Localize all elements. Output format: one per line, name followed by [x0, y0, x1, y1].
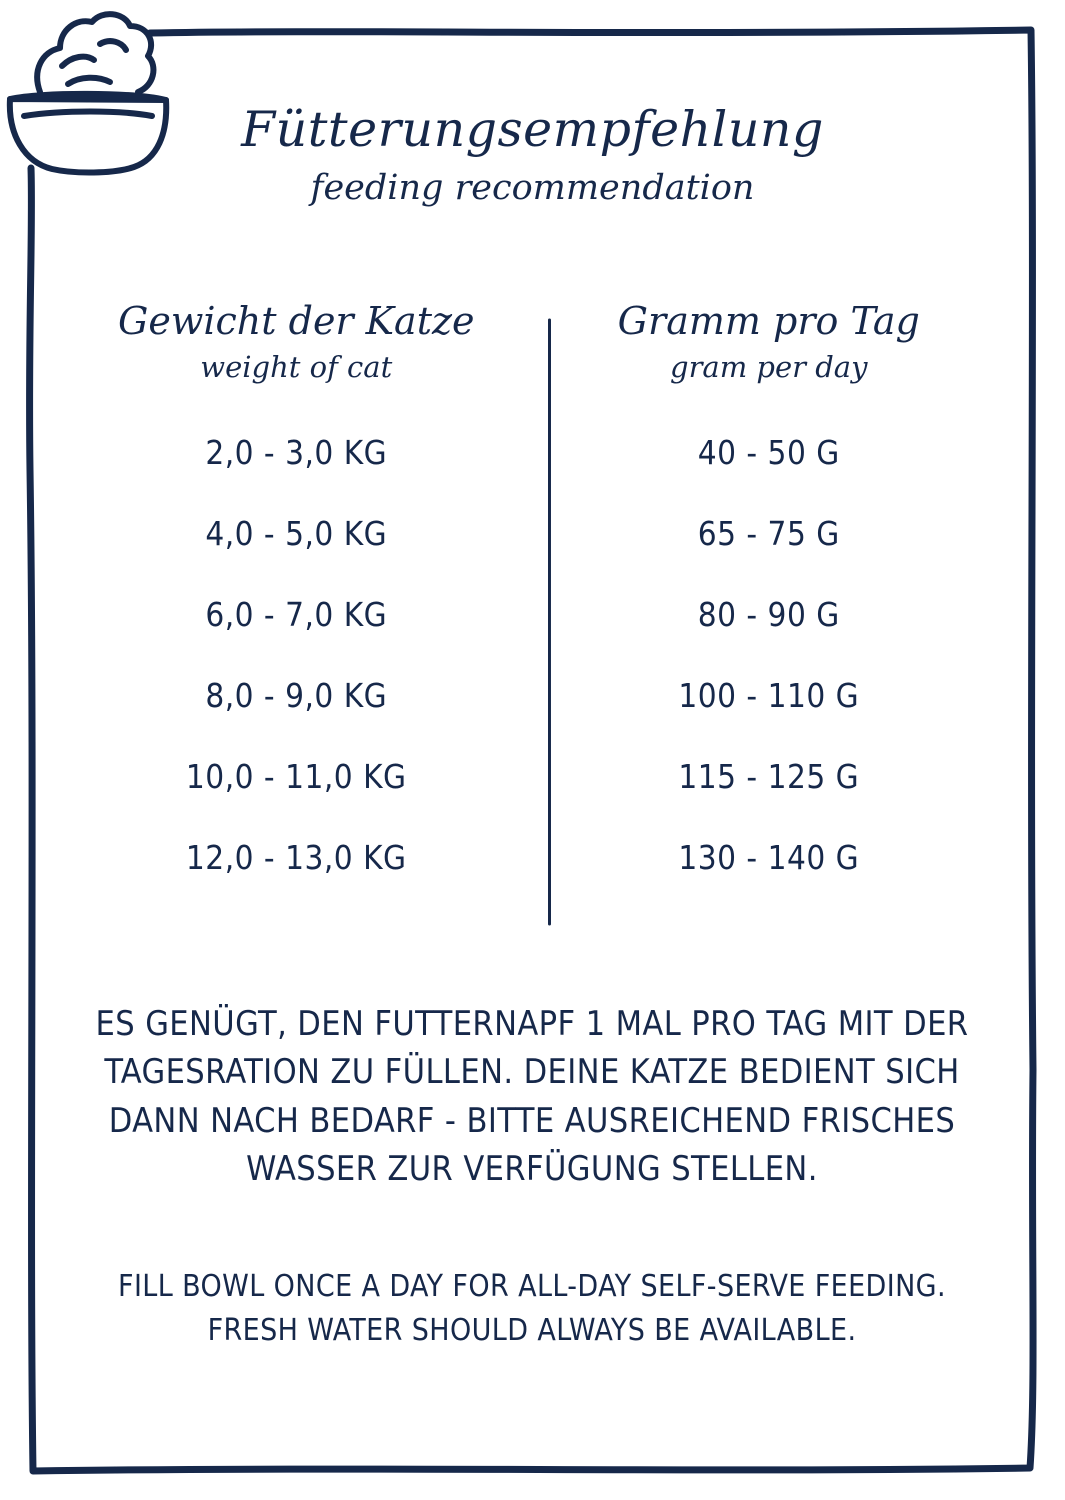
cell-amount: 130 - 140 G	[678, 838, 860, 878]
cell-weight: 6,0 - 7,0 KG	[205, 595, 388, 635]
cell-weight: 8,0 - 9,0 KG	[205, 676, 388, 716]
table-row	[60, 817, 1005, 898]
table-row	[60, 574, 1005, 655]
note-de-line: WASSER ZUR VERFÜGUNG STELLEN.	[246, 1148, 818, 1189]
cell-weight: 2,0 - 3,0 KG	[205, 433, 388, 473]
table-header-amount	[533, 300, 1006, 384]
cell-amount: 40 - 50 G	[697, 433, 840, 473]
feeding-table	[60, 300, 1005, 898]
table-row	[60, 493, 1005, 574]
table-header-weight	[60, 300, 533, 384]
cell-weight: 10,0 - 11,0 KG	[185, 757, 407, 797]
note-en-line: FILL BOWL ONCE A DAY FOR ALL-DAY SELF-SERVE FEEDING.	[118, 1269, 946, 1305]
cell-amount: 65 - 75 G	[697, 514, 840, 554]
page-title-en: feeding recommendation	[310, 168, 755, 209]
table-row	[60, 736, 1005, 817]
table-header-amount-en: gram per day	[670, 349, 868, 384]
cell-weight: 4,0 - 5,0 KG	[205, 514, 388, 554]
notes-block	[62, 1000, 1002, 1352]
table-header-weight-de: Gewicht der Katze	[117, 299, 475, 343]
note-de-line: ES GENÜGT, DEN FUTTERNAPF 1 MAL PRO TAG MIT DER	[95, 1004, 969, 1044]
table-header-amount-de: Gramm pro Tag	[617, 299, 920, 343]
table-row	[60, 412, 1005, 493]
note-de-line: TAGESRATION ZU FÜLLEN. DEINE KATZE BEDIENT SICH	[104, 1052, 960, 1093]
table-row	[60, 655, 1005, 736]
cell-amount: 115 - 125 G	[678, 757, 860, 797]
table-header-weight-en: weight of cat	[200, 349, 393, 384]
note-en-line: FRESH WATER SHOULD ALWAYS BE AVAILABLE.	[207, 1312, 857, 1348]
cell-weight: 12,0 - 13,0 KG	[185, 838, 407, 878]
note-de	[62, 1000, 1002, 1193]
cell-amount: 100 - 110 G	[678, 676, 860, 716]
note-de-line: DANN NACH BEDARF - BITTE AUSREICHEND FRISCHES	[108, 1100, 956, 1141]
cell-amount: 80 - 90 G	[697, 595, 840, 635]
page-title-de: Fütterungsempfehlung	[241, 101, 824, 158]
note-en	[62, 1265, 1002, 1352]
title-block	[0, 101, 1065, 209]
table-header-row	[60, 300, 1005, 384]
